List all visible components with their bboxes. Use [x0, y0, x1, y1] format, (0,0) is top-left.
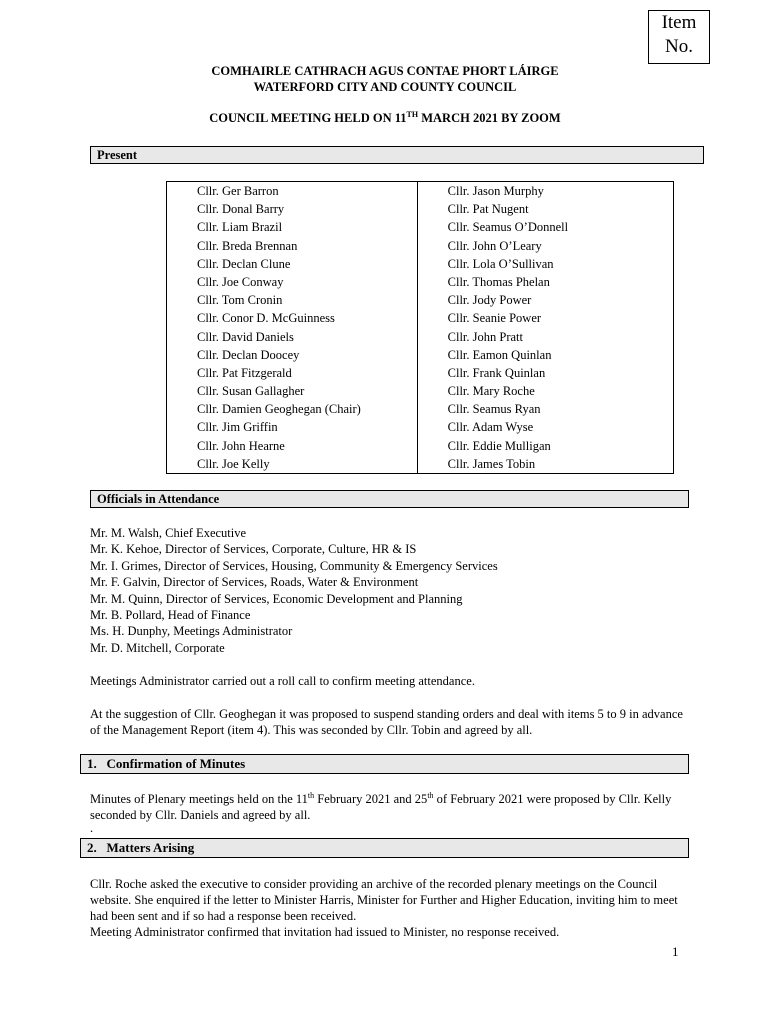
councillor-name: Cllr. Frank Quinlan [417, 364, 673, 382]
councillor-name: Cllr. Damien Geoghegan (Chair) [167, 400, 418, 418]
present-row [167, 200, 674, 218]
councillor-name: Cllr. Adam Wyse [417, 418, 673, 436]
officials-list [90, 525, 498, 656]
councillor-name: Cllr. David Daniels [167, 328, 418, 346]
stray-dot: . [90, 821, 94, 835]
present-row [167, 273, 674, 291]
councillor-name: Cllr. Mary Roche [417, 382, 673, 400]
official-entry: Mr. F. Galvin, Director of Services, Roads, Water & Environment [90, 575, 419, 590]
councillor-name: Cllr. Tom Cronin [167, 291, 418, 309]
minutes-text: Minutes of Plenary meetings held on the 11th February 2021 and 25th of February 2021 were proposed by Cllr. Kelly seconded by Cllr. Daniels and agreed by all. [90, 790, 672, 822]
page-number: 1 [672, 944, 679, 959]
present-row [167, 237, 674, 255]
official-entry: Mr. M. Walsh, Chief Executive [90, 526, 247, 540]
present-row [167, 182, 674, 201]
item-no-label: No. [665, 36, 693, 57]
section-1-title: Confirmation of Minutes [106, 756, 246, 771]
councillor-name: Cllr. Declan Clune [167, 255, 418, 273]
councillor-name: Cllr. Jody Power [417, 291, 673, 309]
administrator-reply-text: Meeting Administrator confirmed that invitation had issued to Minister, no response received. [90, 925, 560, 939]
section-1-number: 1. [87, 756, 97, 771]
councillor-name: Cllr. Thomas Phelan [417, 273, 673, 291]
councillor-name: Cllr. Lola O’Sullivan [417, 255, 673, 273]
present-heading: Present [90, 146, 704, 164]
councillor-name: Cllr. Conor D. McGuinness [167, 309, 418, 327]
meeting-title: COUNCIL MEETING HELD ON 11TH MARCH 2021 BY ZOOM [209, 109, 561, 125]
councillor-name: Cllr. James Tobin [417, 455, 673, 474]
section-2-title: Matters Arising [106, 840, 195, 855]
present-row [167, 418, 674, 436]
item-label: Item [661, 12, 697, 33]
councillor-name: Cllr. Jim Griffin [167, 418, 418, 436]
official-entry: Mr. M. Quinn, Director of Services, Economic Development and Planning [90, 591, 463, 606]
official-entry: Ms. H. Dunphy, Meetings Administrator [90, 624, 293, 639]
councillor-name: Cllr. Susan Gallagher [167, 382, 418, 400]
official-entry: Mr. B. Pollard, Head of Finance [90, 608, 251, 623]
councillor-name: Cllr. John Hearne [167, 437, 418, 455]
present-row [167, 218, 674, 236]
present-table [166, 181, 674, 474]
council-name-irish: COMHAIRLE CATHRACH AGUS CONTAE PHORT LÁIRGE [211, 64, 559, 78]
councillor-name: Cllr. Seamus O’Donnell [417, 218, 673, 236]
present-row [167, 328, 674, 346]
council-name-english: WATERFORD CITY AND COUNTY COUNCIL [253, 80, 517, 94]
councillor-name: Cllr. Pat Nugent [417, 200, 673, 218]
section-2-heading [80, 838, 689, 858]
official-entry: Mr. K. Kehoe, Director of Services, Corporate, Culture, HR & IS [90, 542, 417, 557]
councillor-name: Cllr. Breda Brennan [167, 237, 418, 255]
councillor-name: Cllr. Liam Brazil [167, 218, 418, 236]
present-row [167, 309, 674, 327]
councillor-name: Cllr. Seamus Ryan [417, 400, 673, 418]
present-row [167, 346, 674, 364]
matters-arising-text: Cllr. Roche asked the executive to consider providing an archive of the recorded plenary meetings on the Council website. She enquired if the letter to Minister Harris, Minister for Further and Higher Education, inviting him to meet had been sent and if so had a response been received. [90, 877, 678, 923]
councillor-name: Cllr. Joe Kelly [167, 455, 418, 474]
section-2-number: 2. [87, 840, 97, 855]
present-row [167, 291, 674, 309]
councillor-name: Cllr. Ger Barron [167, 182, 418, 201]
councillor-name: Cllr. Pat Fitzgerald [167, 364, 418, 382]
roll-call-text: Meetings Administrator carried out a roll call to confirm meeting attendance. [90, 674, 475, 688]
present-row [167, 382, 674, 400]
item-number-box [648, 10, 710, 64]
councillor-name: Cllr. Jason Murphy [417, 182, 673, 201]
present-row [167, 455, 674, 474]
present-row [167, 400, 674, 418]
official-entry: Mr. I. Grimes, Director of Services, Housing, Community & Emergency Services [90, 558, 498, 573]
councillor-name: Cllr. John O’Leary [417, 237, 673, 255]
councillor-name: Cllr. Seanie Power [417, 309, 673, 327]
councillor-name: Cllr. Eddie Mulligan [417, 437, 673, 455]
councillor-name: Cllr. Joe Conway [167, 273, 418, 291]
present-row [167, 255, 674, 273]
present-row [167, 364, 674, 382]
official-entry: Mr. D. Mitchell, Corporate [90, 640, 225, 655]
councillor-name: Cllr. Declan Doocey [167, 346, 418, 364]
councillor-name: Cllr. Donal Barry [167, 200, 418, 218]
present-row [167, 437, 674, 455]
councillor-name: Cllr. John Pratt [417, 328, 673, 346]
councillor-name: Cllr. Eamon Quinlan [417, 346, 673, 364]
suspend-orders-text: At the suggestion of Cllr. Geoghegan it was proposed to suspend standing orders and deal with items 5 to 9 in advance of the Management Report (item 4). This was seconded by Cllr. Tobin and agreed by all. [90, 707, 683, 737]
section-1-heading [80, 754, 689, 774]
officials-heading: Officials in Attendance [90, 490, 689, 508]
